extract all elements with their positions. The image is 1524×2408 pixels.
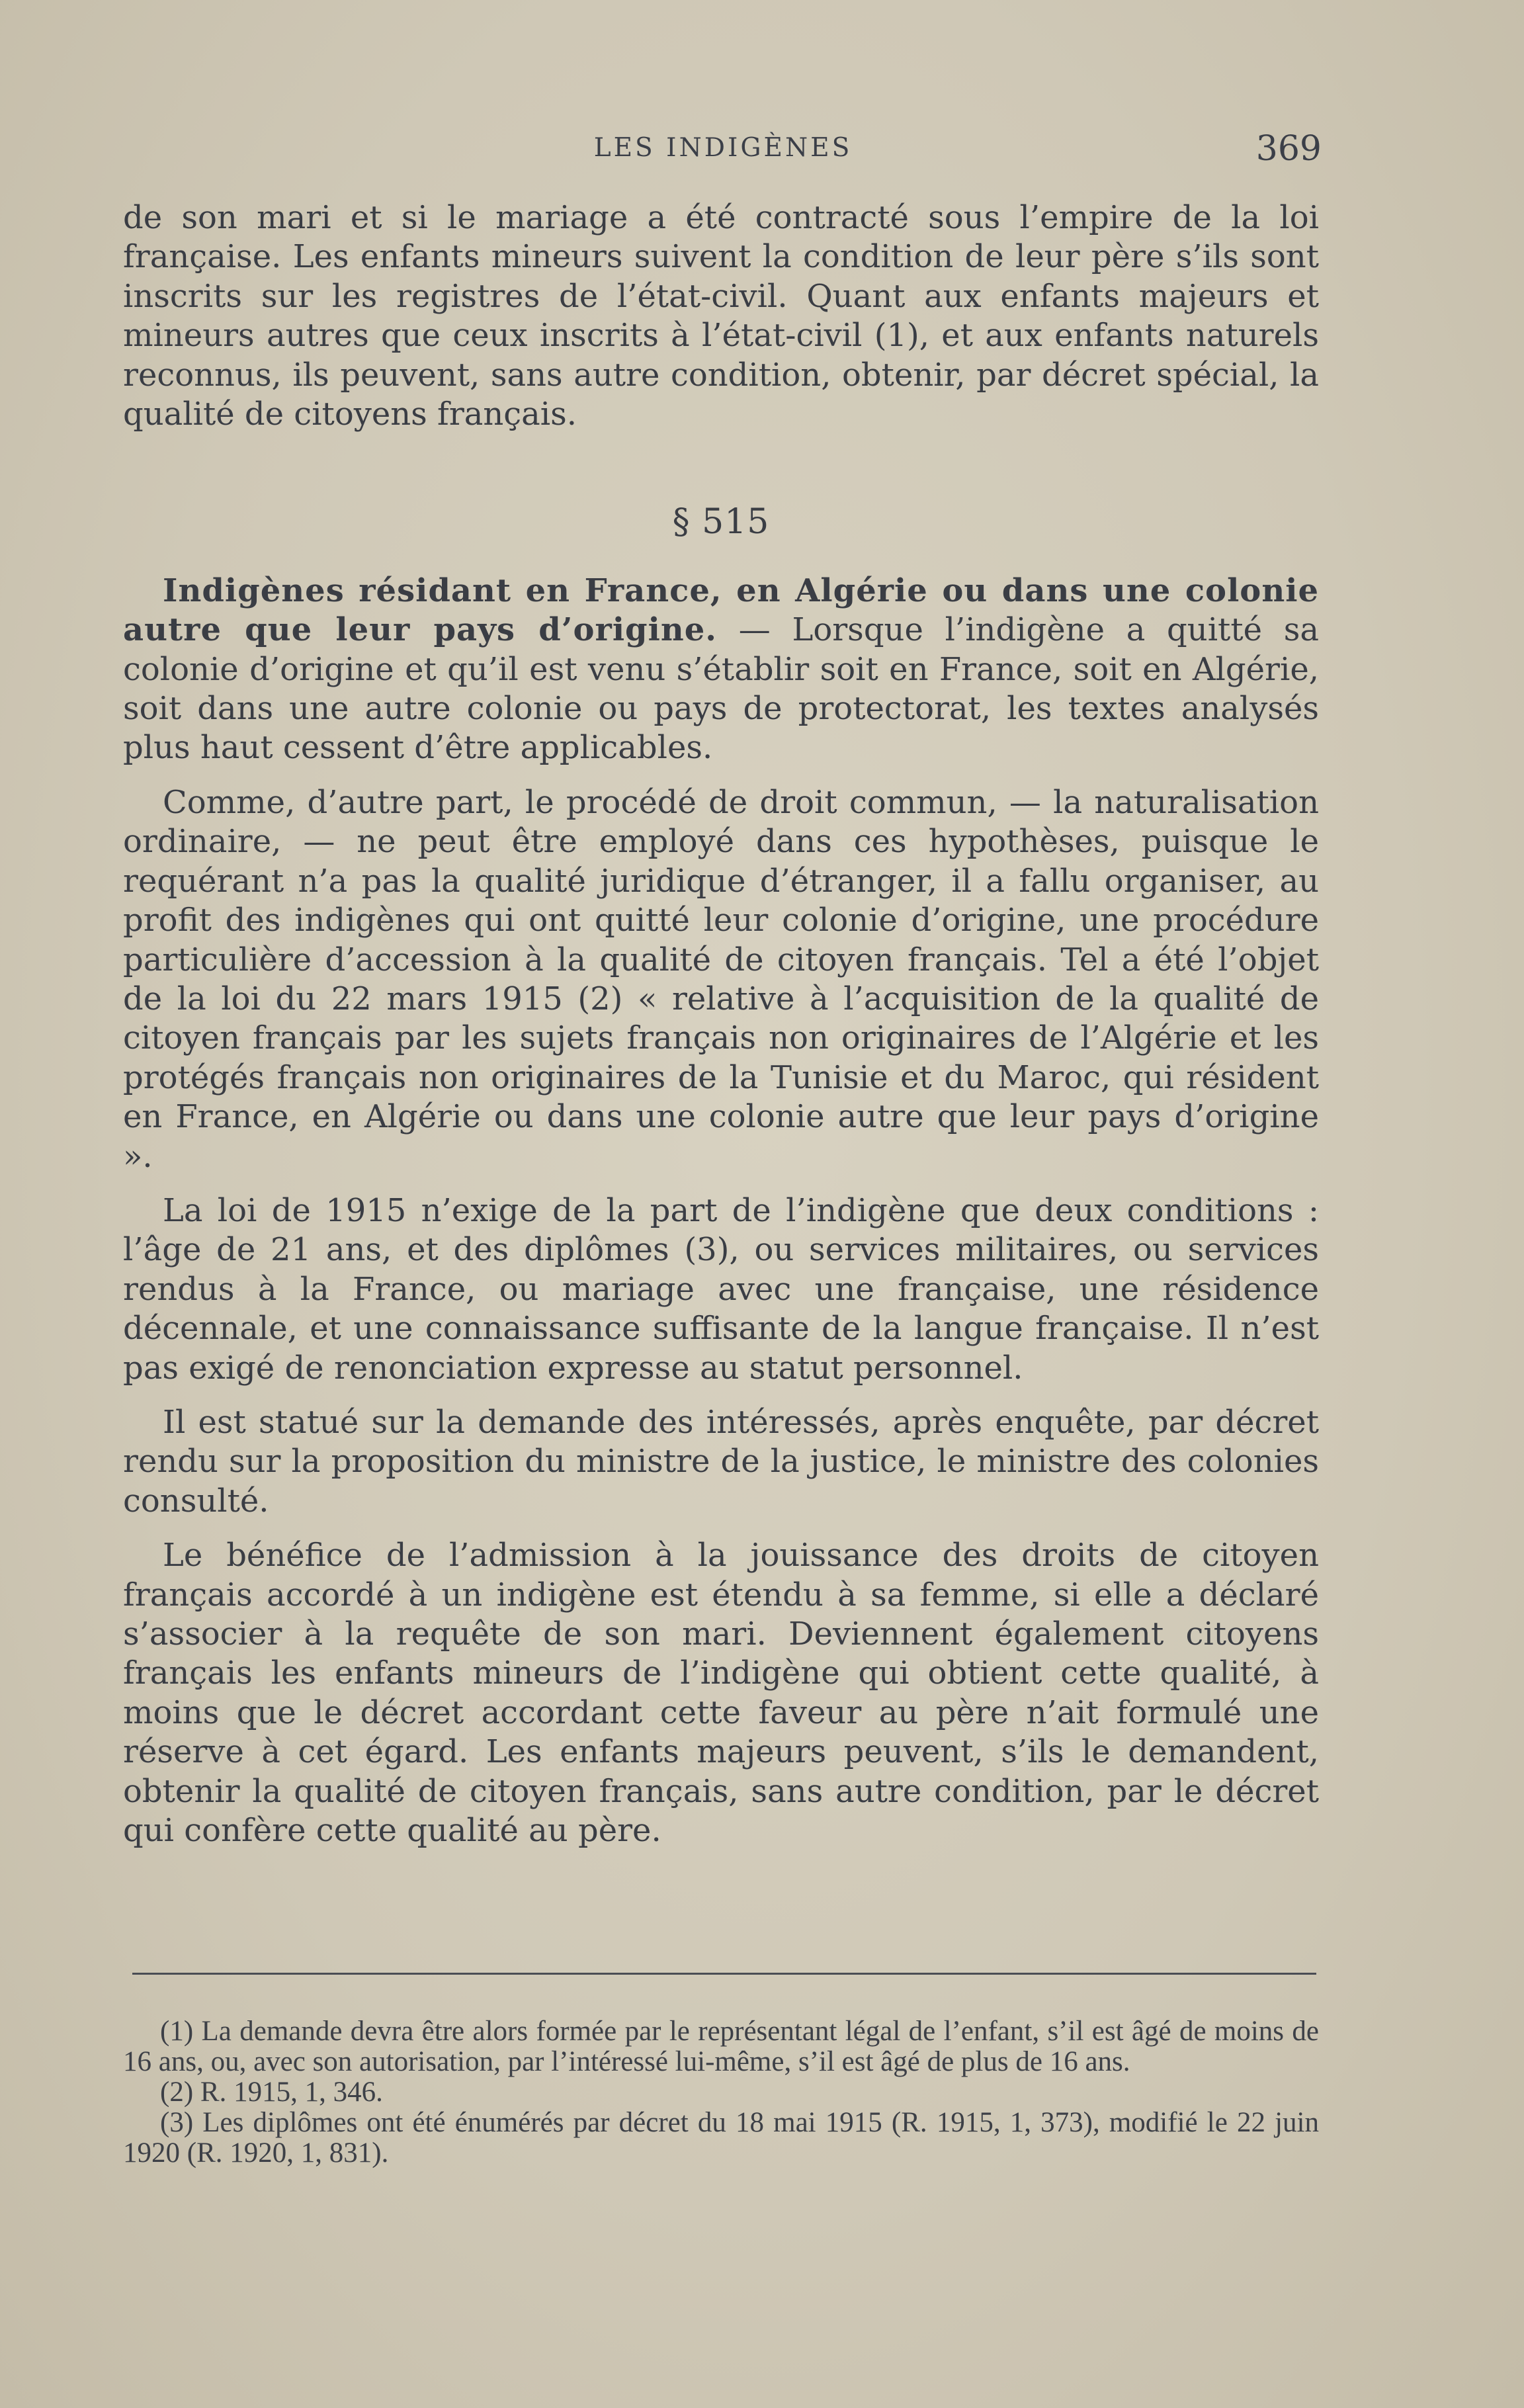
paragraph-2 bbox=[123, 572, 1319, 768]
section-heading: § 515 bbox=[672, 502, 770, 542]
footnote-3: (3) Les diplômes ont été énumérés par décret du 18 mai 1915 (R. 1915, 1, 373), modifié le 22 juin 1920 (R. 1920, 1, 831). bbox=[123, 2107, 1319, 2169]
paragraph-1: de son mari et si le mariage a été contracté sous l’empire de la loi française. Les enfants mineurs suivent la condition de leur père s’ils sont inscrits sur les registres de l’état-civil. Quant aux enfants majeurs et mineurs autres que ceux inscrits à l’état-civil (1), et aux enfants naturels reconnus, ils peuvent, sans autre condition, obtenir, par décret spécial, la qualité de citoyens français. bbox=[123, 199, 1319, 433]
paragraph-6: Le bénéfice de l’admission à la jouissance des droits de citoyen français accordé à un indigène est étendu à sa femme, si elle a déclaré s’associer à la requête de son mari. Deviennent également citoyens français les enfants mineurs de l’indigène qui obtient cette qualité, à moins que le décret accordant cette faveur au père n’ait formulé une réserve à cet égard. Les enfants majeurs peuvent, s’ils le demandent, obtenir la qualité de citoyen français, sans autre condition, par le décret qui confère cette qualité au père. bbox=[123, 1537, 1319, 1850]
page-number: 369 bbox=[1255, 129, 1322, 169]
footnote-2: (2) R. 1915, 1, 346. bbox=[160, 2077, 383, 2108]
running-head: LES INDIGÈNES bbox=[593, 133, 853, 163]
page-header bbox=[124, 129, 1322, 175]
paragraph-2-text: — Lorsque l’indigène a quitté sa colonie d’origine et qu’il est venu s’établir soit en France, soit en Algérie, soit dans une autre colonie ou pays de protectorat, les textes analysés plus haut cessent d’être applicables. bbox=[123, 611, 1320, 767]
paragraph-5: Il est statué sur la demande des intéressés, après enquête, par décret rendu sur la proposition du ministre de la justice, le ministre des colonies consulté. bbox=[123, 1403, 1319, 1520]
body-text bbox=[123, 198, 1319, 1850]
footnote-divider bbox=[132, 1973, 1316, 1975]
paragraph-3: Comme, d’autre part, le procédé de droit commun, — la naturalisation ordinaire, — ne peut être employé dans ces hypothèses, puisque le requérant n’a pas la qualité juridique d’étranger, il a fallu organiser, au profit des indigènes qui ont quitté leur colonie d’origine, une procédure particulière d’accession à la qualité de citoyen français. Tel a été l’objet de la loi du 22 mars 1915 (2) « relative à l’acquisition de la qualité de citoyen français par les sujets français non originaires de l’Algérie et les protégés français non originaires de la Tunisie et du Maroc, qui résident en France, en Algérie ou dans une colonie autre que leur pays d’origine ». bbox=[123, 783, 1319, 1175]
section-title: Indigènes résidant en France, en Algérie ou dans une colonie autre que leur pays d’origine. bbox=[123, 572, 1319, 649]
footnote-1: (1) La demande devra être alors formée par le représentant légal de l’enfant, s’il est âgé de moins de 16 ans, ou, avec son autorisation, par l’intéressé lui-même, s’il est âgé de plus de 16 ans. bbox=[123, 2016, 1319, 2077]
footnotes bbox=[123, 2016, 1319, 2169]
paragraph-4: La loi de 1915 n’exige de la part de l’indigène que deux conditions : l’âge de 21 ans, et des diplômes (3), ou services militaires, ou services rendus à la France, ou mariage avec une française, une résidence décennale, et une connaissance suffisante de la langue française. Il n’est pas exigé de renonciation expresse au statut personnel. bbox=[123, 1191, 1319, 1387]
